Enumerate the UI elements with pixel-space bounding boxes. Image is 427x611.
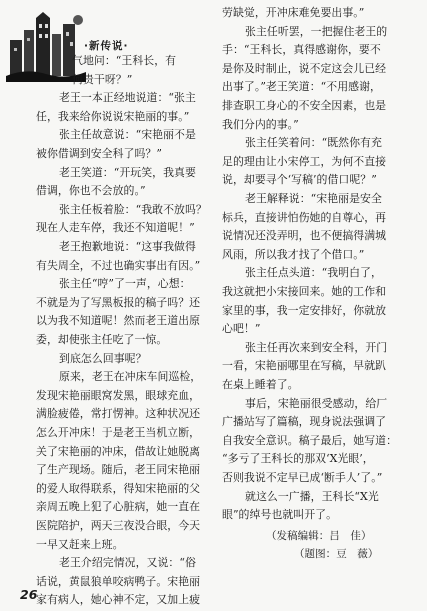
text-line: 广播站写了篇稿，现身说法强调了 (222, 415, 387, 429)
text-line: 有失周全，不过也确实事出有因。” (36, 258, 201, 272)
text-line: 委，却使张主任吃了一惊。 (36, 333, 168, 346)
text-line: 我这就把小宋接回来。她的工作和 (222, 285, 387, 298)
text-line: 现在人走车停，我还不知道呢！” (36, 221, 195, 235)
editor-credit: （发稿编辑：吕 佳） (266, 529, 372, 542)
text-line: 是你及时制止，说不定这会儿已经 (222, 61, 387, 75)
text-line: 老王笑道：“开玩笑，我真要 (59, 165, 196, 179)
text-line: 了生产现场。随后，老王同宋艳丽 (36, 463, 201, 477)
text-line: 张主任点头道：“我明白了， (245, 266, 382, 280)
text-line: 我们分内的事。” (222, 117, 299, 131)
text-line: 张主任“哼”了一声，心想： (59, 277, 191, 291)
text-line: 标兵，直接讲怕伤她的自尊心，再 (222, 210, 387, 224)
text-line: 老王介绍完情况，又说：“俗 (59, 556, 196, 570)
text-line: 心吧！” (222, 322, 261, 336)
text-line: 事后，宋艳丽很受感动，给厂 (245, 396, 388, 410)
text-line: 家里的事，我一定安排好，你就放 (222, 303, 387, 317)
text-line: 话说，黄鼠狼单咬病鸭子。宋艳丽 (36, 574, 201, 588)
text-line: 医院陪护，两天三夜没合眼，今天 (36, 519, 201, 532)
text-line: 说，却要寻个‘写稿’的借口呢？” (222, 173, 377, 187)
page-number: 26 (20, 587, 38, 602)
text-line: 亲周五晚上犯了心脏病，她一直在 (36, 500, 201, 514)
text-line: 到底怎么回事呢？ (59, 351, 147, 365)
text-line: 关了宋艳丽的冲床，借故让她脱离 (36, 444, 201, 458)
text-line: 张主任听罢，一把握住老王的 (245, 24, 388, 38)
text-line: 出事了。”老王笑道：“不用感谢， (222, 80, 381, 94)
text-line: 自我安全意识。稿子最后，她写道： (222, 433, 398, 447)
text-line: 何贵干呀？” (72, 72, 133, 86)
text-line: 老王一本正经地说道：“张主 (59, 91, 196, 105)
text-line: 的爱人取得联系，得知宋艳丽的父 (36, 481, 201, 495)
text-line: 在桌上睡着了。 (222, 378, 299, 391)
text-line: “多亏了王科长的那双‘X光眼’， (222, 452, 374, 466)
text-line: 原来，老王在冲床车间巡检， (59, 370, 202, 384)
text-line: 排查职工身心的不安全因素，也是 (222, 99, 387, 112)
text-line: 借调，你也不会放的。” (36, 184, 146, 198)
text-line: 张主任故意说：“宋艳丽不是 (59, 128, 196, 142)
text-line: 气地问：“王科长，有 (72, 54, 177, 67)
illustration-credit: （题图：豆 薇） (294, 548, 379, 561)
text-line: 任，我来给你说说宋艳丽的事。” (36, 109, 190, 123)
text-line: 家有病人，她心神不定，又加上疲 (36, 593, 201, 607)
section-label: ·新传说· (84, 40, 129, 52)
text-line: 怎么开冲床！于是老王当机立断， (36, 426, 201, 439)
text-line: 眼”的绰号也就叫开了。 (222, 508, 338, 522)
text-line: 老王抱歉地说：“这事我做得 (59, 240, 196, 253)
text-line: 劳缺觉，开冲床难免要出事。” (222, 6, 365, 19)
text-line: 就这么一广播，王科长“X光 (245, 489, 379, 503)
text-line: 足的理由让小宋停工，为何不直接 (222, 154, 387, 168)
text-line: 张主任笑着问：“既然你有充 (245, 136, 382, 150)
text-line: 一早又赶来上班。 (36, 537, 124, 551)
text-line: 不就是为了写黑板报的稿子吗？还 (36, 295, 201, 309)
text-line: 发现宋艳丽眼窝发黑，眼球充血， (36, 388, 201, 402)
text-line: 风雨，所以我才找了个借口。” (222, 247, 365, 261)
text-line: 否则我说不定早已成‘断手人’了。” (222, 471, 383, 484)
text-line: 一看，宋艳丽哪里在写稿，早就趴 (222, 359, 387, 373)
text-line: 被你借调到安全科了吗？” (36, 147, 162, 160)
text-line: 以为我不知道呢！然而老王道出原 (36, 314, 201, 328)
text-line: 满脸疲倦，常打愣神。这种状况还 (36, 407, 201, 421)
text-line: 老王解释说：“宋艳丽是安全 (245, 192, 382, 205)
text-line: 手：“王科长，真得感谢你，要不 (222, 43, 381, 57)
text-line: 张主任板着脸：“我敢不放吗？ (59, 202, 207, 216)
text-line: 说情况还没弄明，也不便搞得满城 (222, 229, 387, 243)
text-line: 张主任再次来到安全科，开门 (245, 340, 388, 354)
